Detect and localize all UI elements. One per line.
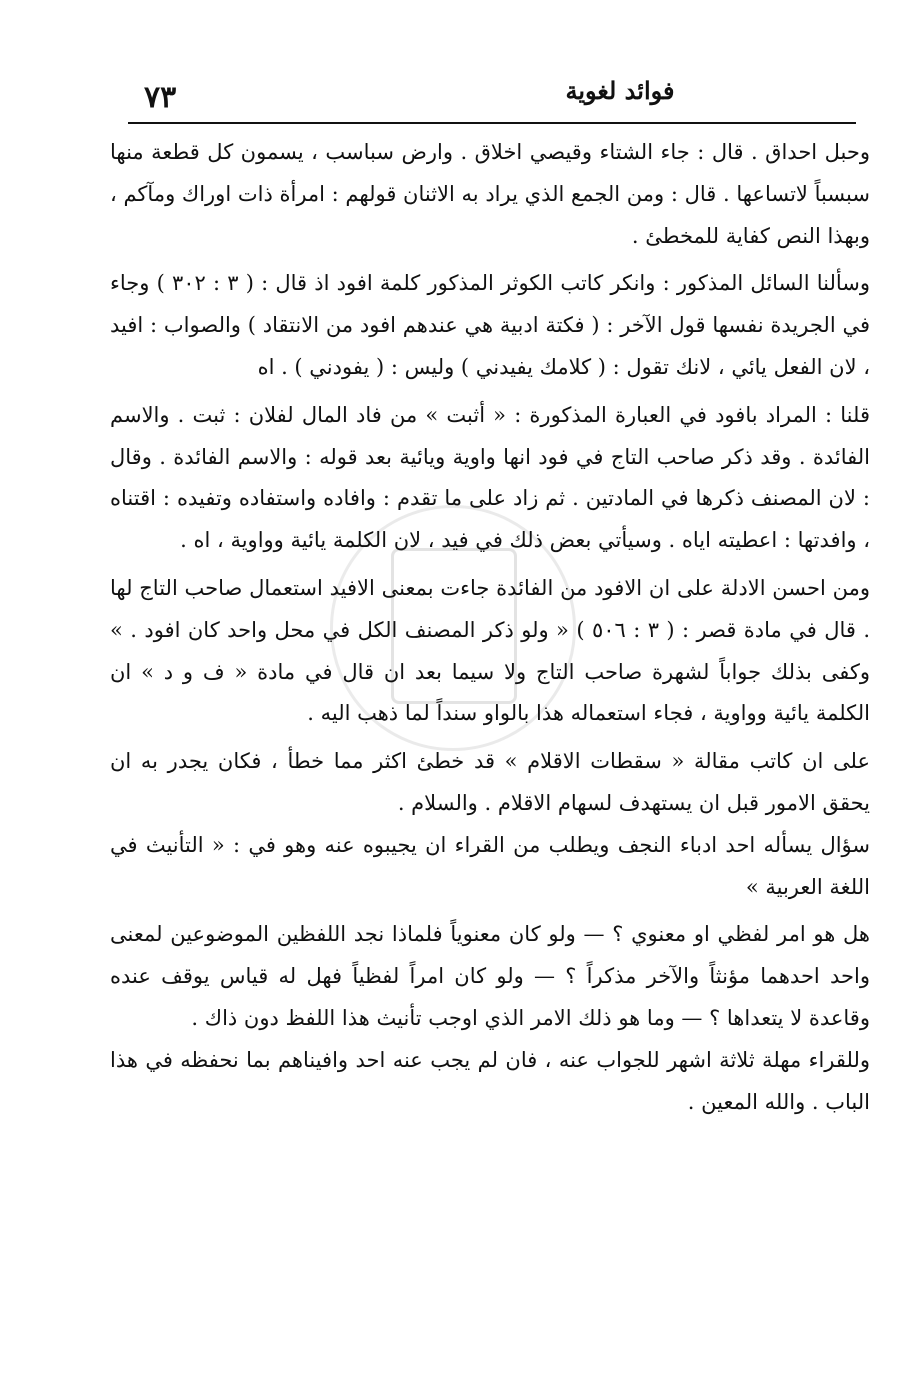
paragraph-3: قلنا : المراد بافود في العبارة المذكورة : « أثبت » من فاد المال لفلان : ثبت . والاسم الفائدة . وقد ذكر صاحب التاج في فود انها واوية ويائية بعد قوله : والاسم الفائدة . وقال : لان المصنف ذكرها في المادتين . ثم زاد على ما تقدم : وافاده واستفاده وتفيده : اقتناه ، وافدتها : اعطيته اياه . وسيأتي بعض ذلك في فيد ، لان الكلمة يائية وواوية ، اه . — [110, 402, 870, 553]
body-text — [110, 132, 870, 1123]
header-rule — [128, 122, 856, 124]
paragraph-1: وحبل احداق . قال : جاء الشتاء وقيصي اخلاق . وارض سباسب ، يسمون كل قطعة منها سبسباً لاتساعها . قال : ومن الجمع الذي يراد به الاثنان قولهم : امرأة ذات اوراك ومآكم ، وبهذا النص كفاية للمخطئ . — [110, 140, 870, 248]
paragraph-5: على ان كاتب مقالة « سقطات الاقلام » قد خطئ اكثر مما خطأ ، فكان يجدر به ان يحقق الامور قبل ان يستهدف لسهام الاقلام . والسلام . — [110, 749, 870, 815]
page-header — [120, 58, 860, 118]
paragraph-2: وسألنا السائل المذكور : وانكر كاتب الكوثر المذكور كلمة افود اذ قال : ( ٣ : ٣٠٢ ) وجاء في الجريدة نفسها قول الآخر : ( فكتة ادبية هي عندهم افود من الانتقاد ) والصواب : افيد ، لان الفعل يائي ، لانك تقول : ( كلامك يفيدني ) وليس : ( يفودني ) . اه — [110, 271, 870, 379]
paragraph-4: ومن احسن الادلة على ان الافود من الفائدة جاءت بمعنى الافيد استعمال صاحب التاج لها . قال في مادة قصر : ( ٣ : ٥٠٦ ) « ولو ذكر المصنف الكل في محل واحد كان افود . » وكفى بذلك جواباً لشهرة صاحب التاج ولا سيما بعد ان قال في مادة « ف و د » ان الكلمة يائية وواوية ، فجاء استعماله هذا بالواو سنداً لما ذهب اليه . — [110, 575, 870, 726]
paragraph-question: هل هو امر لفظي او معنوي ؟ — ولو كان معنوياً فلماذا نجد اللفظين الموضوعين لمعنى واحد احدهما مؤنثاً والآخر مذكراً ؟ — ولو كان امراً لفظياً فهل له قياس يوقف عنده وقاعدة لا يتعداها ؟ — وما هو ذلك الامر الذي اوجب تأنيث هذا اللفظ دون ذاك . — [110, 922, 870, 1030]
running-title: فوائد لغوية — [565, 76, 675, 105]
page-number: ٧٣ — [144, 80, 177, 115]
question-intro: سؤال يسأله احد ادباء النجف ويطلب من القراء ان يجيبوه عنه وهو في : « التأنيث في اللغة العربية » — [110, 832, 870, 899]
paragraph-closing: وللقراء مهلة ثلاثة اشهر للجواب عنه ، فان لم يجب عنه احد وافيناهم بما نحفظه في هذا الباب . والله المعين . — [110, 1047, 870, 1114]
